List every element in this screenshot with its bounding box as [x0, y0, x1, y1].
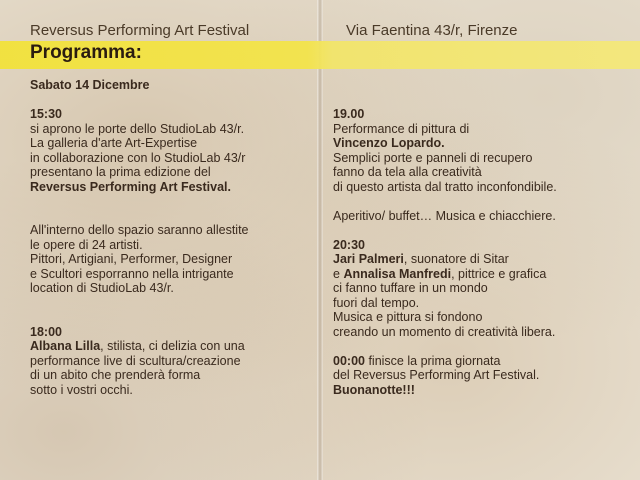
- schedule-line: creando un momento di creatività libera.: [333, 324, 556, 339]
- festival-name: Reversus Performing Art Festival: [30, 22, 250, 39]
- schedule-line: ci fanno tuffare in un mondo: [333, 281, 488, 295]
- schedule-line: La galleria d'arte Art-Expertise: [30, 136, 198, 150]
- schedule-line: fuori dal tempo.: [333, 295, 420, 310]
- schedule-line: location di StudioLab 43/r.: [30, 281, 174, 295]
- program-column-right: [333, 78, 633, 397]
- aperitivo-line: Aperitivo/ buffet… Musica e chiacchiere.: [333, 208, 556, 223]
- schedule-line: Semplici porte e panneli di recupero: [333, 150, 533, 165]
- schedule-line: Jari Palmeri, suonatore di Sitar: [333, 252, 509, 266]
- schedule-line: le opere di 24 artisti.: [30, 237, 143, 252]
- schedule-line: Albana Lilla, stilista, ci delizia con una: [30, 339, 245, 353]
- artist-name: Vincenzo Lopardo.: [333, 136, 445, 150]
- goodnight-text: Buonanotte!!!: [333, 382, 415, 397]
- schedule-line: Pittori, Artigiani, Performer, Designer: [30, 252, 233, 266]
- schedule-line: Performance di pittura di: [333, 121, 470, 136]
- time-1800: 18:00: [30, 324, 62, 339]
- schedule-line: Musica e pittura si fondono: [333, 310, 483, 324]
- time-0000: 00:00: [333, 353, 365, 368]
- schedule-line: e Annalisa Manfredi, pittrice e grafica: [333, 266, 547, 281]
- schedule-line: di un abito che prenderà forma: [30, 368, 201, 382]
- event-date: Sabato 14 Dicembre: [30, 78, 150, 92]
- schedule-line: in collaborazione con lo StudioLab 43/r: [30, 150, 246, 165]
- schedule-line: All'interno dello spazio saranno allestite: [30, 223, 249, 237]
- program-column-left: [30, 78, 310, 397]
- artist-name: Jari Palmeri: [333, 252, 404, 266]
- time-1900: 19.00: [333, 107, 365, 121]
- program-heading: Programma:: [30, 42, 142, 63]
- schedule-line: di questo artista dal tratto inconfondibile.: [333, 179, 557, 194]
- time-2030: 20:30: [333, 237, 365, 252]
- schedule-line: del Reversus Performing Art Festival.: [333, 368, 540, 382]
- schedule-line: e Scultori esporranno nella intrigante: [30, 266, 234, 281]
- time-1530: 15:30: [30, 107, 62, 121]
- schedule-line: performance live di scultura/creazione: [30, 353, 241, 368]
- schedule-line: sotto i vostri occhi.: [30, 382, 133, 397]
- festival-name-bold: Reversus Performing Art Festival.: [30, 179, 231, 194]
- schedule-line: 00:00 finisce la prima giornata: [333, 353, 501, 368]
- venue-address: Via Faentina 43/r, Firenze: [346, 22, 518, 39]
- schedule-line: presentano la prima edizione del: [30, 165, 211, 179]
- artist-name: Albana Lilla: [30, 339, 101, 353]
- page-fold: [317, 0, 323, 480]
- schedule-line: si aprono le porte dello StudioLab 43/r.: [30, 121, 245, 136]
- artist-name: Annalisa Manfredi: [343, 266, 452, 281]
- schedule-line: fanno da tela alla creatività: [333, 165, 482, 179]
